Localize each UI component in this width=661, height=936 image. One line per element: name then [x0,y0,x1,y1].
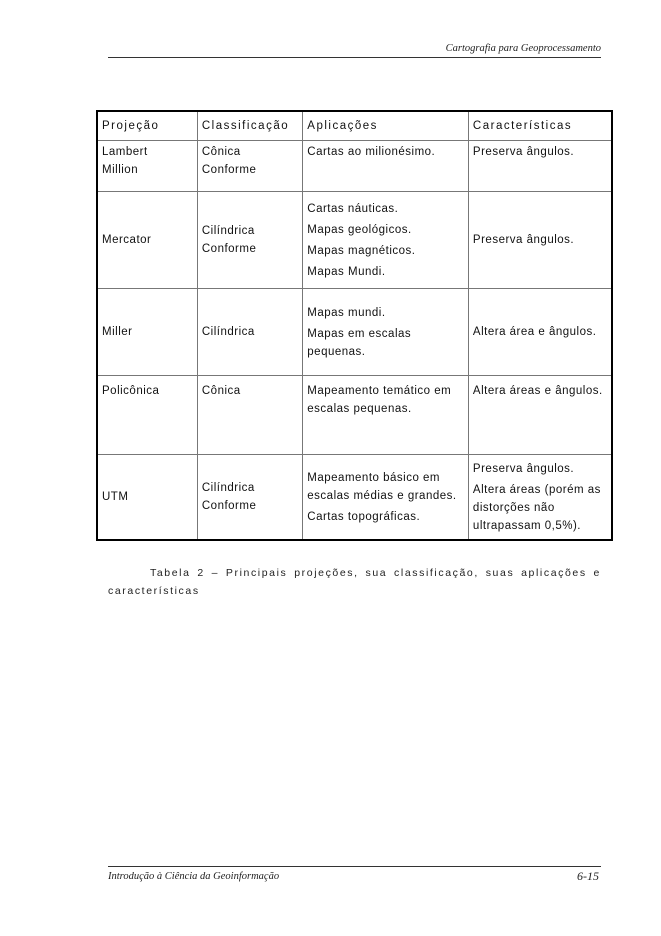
cell-line: Preserva ângulos. [472,462,575,475]
table-row [97,192,612,289]
cell-line: Mercator [102,234,152,246]
page-number: 6-15 [577,869,599,883]
table-row [97,141,612,192]
cell-line: Mapas geológicos. [307,223,412,236]
projection-cell [97,141,197,192]
applications-cell [303,455,469,541]
table-caption: Tabela 2 – Principais projeções, sua classificação, suas aplicações e características [108,567,601,597]
characteristics-cell [468,289,612,376]
cell-line: Preserva ângulos. [472,234,575,246]
cell-line: Altera área e ângulos. [472,326,597,338]
cell-line: Lambert [102,146,148,158]
header-rule [108,57,601,58]
header-cell-classificacao: Classificação [197,111,302,141]
characteristics-cell [468,141,612,192]
cell-line: Cartas náuticas. [307,202,399,215]
classification-cell [197,376,302,455]
table-row [97,455,612,541]
cell-line: Mapas Mundi. [307,265,386,278]
footer-book-title: Introdução à Ciência da Geoinformação [108,871,280,882]
cell-line: Cilíndrica [201,225,255,237]
projections-table [96,110,613,541]
cell-line: Million [102,164,139,176]
projection-cell [97,376,197,455]
cell-line: Conforme [201,164,257,176]
characteristics-cell [468,192,612,289]
projection-cell [97,289,197,376]
cell-line: Conforme [201,243,257,255]
classification-cell [197,455,302,541]
cell-line: Cilíndrica [201,326,255,338]
cell-line: Cartas topográficas. [307,510,421,523]
table-row [97,376,612,455]
cell-line: Cônica [201,146,241,158]
cell-line: Altera áreas e ângulos. [472,385,603,397]
classification-cell [197,289,302,376]
cell-line: Miller [102,326,133,338]
applications-cell [303,192,469,289]
cell-line: Mapeamento básico em escalas médias e grandes. [307,471,457,502]
cell-line: Mapas magnéticos. [307,244,416,257]
classification-cell [197,141,302,192]
characteristics-cell [468,376,612,455]
table-header-row [97,111,612,141]
cell-line: Cilíndrica [201,482,255,494]
cell-line: Policônica [102,385,160,397]
projection-cell [97,192,197,289]
cell-line: Mapeamento temático em escalas pequenas. [307,385,452,415]
table-row [97,289,612,376]
cell-line: Conforme [201,500,257,512]
header-cell-caracteristicas: Características [468,111,612,141]
characteristics-cell [468,455,612,541]
header-cell-aplicacoes: Aplicações [303,111,469,141]
cell-line: Altera áreas (porém as distorções não ultrapassam 0,5%). [472,483,601,532]
cell-line: Mapas em escalas pequenas. [307,327,412,358]
cell-line: Cônica [201,385,241,397]
projection-cell [97,455,197,541]
cell-line: UTM [102,491,129,503]
header-cell-projecao: Projeção [97,111,197,141]
running-header: Cartografia para Geoprocessamento [445,43,601,54]
applications-cell [303,376,469,455]
cell-line: Preserva ângulos. [472,146,575,158]
cell-line: Cartas ao milionésimo. [307,146,436,158]
applications-cell [303,141,469,192]
applications-cell [303,289,469,376]
classification-cell [197,192,302,289]
footer-rule [108,866,601,867]
cell-line: Mapas mundi. [307,306,386,319]
